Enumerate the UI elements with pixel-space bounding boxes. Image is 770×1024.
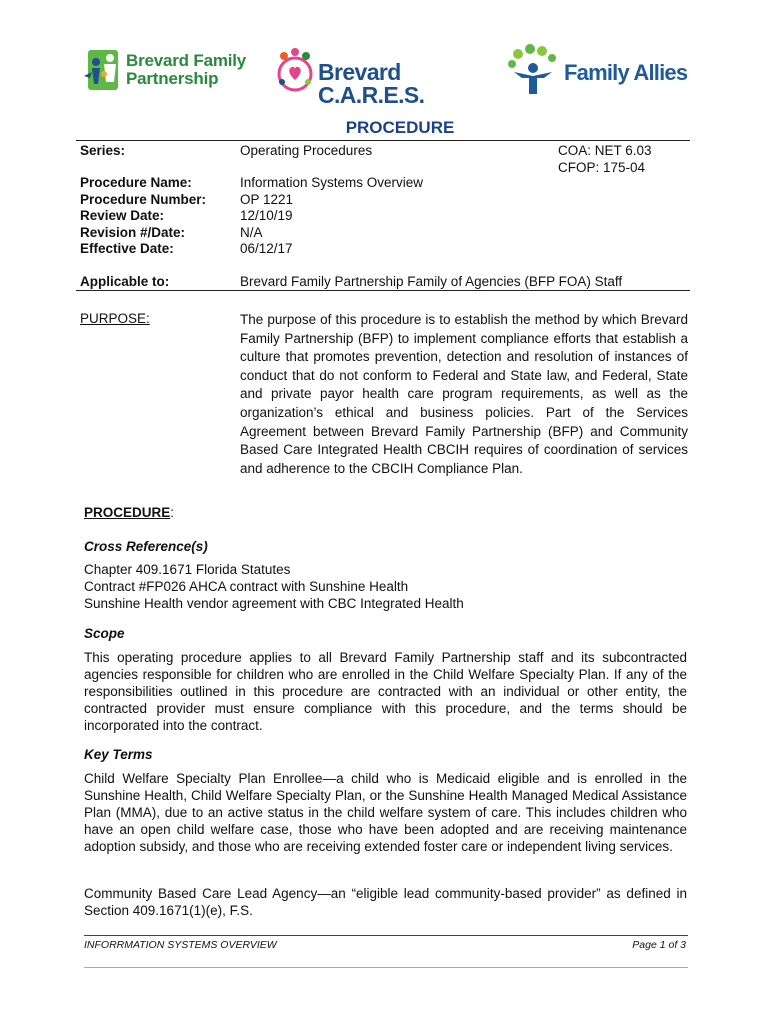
cross-reference-item: Sunshine Health vendor agreement with CBC Integrated Health [84,596,464,611]
bfp-line1: Brevard Family [126,51,247,70]
applicable-label: Applicable to: [80,274,170,289]
cares-heart-icon [274,46,316,98]
cross-reference-heading: Cross Reference(s) [84,539,208,554]
purpose-label: PURPOSE: [80,311,150,326]
cross-reference-list [84,561,687,612]
procedure-name-value: Information Systems Overview [240,175,424,190]
purpose-text: The purpose of this procedure is to establish the method by which Brevard Family Partnership (BFP) to implement compliance efforts that establish a culture that promotes prevention, detection and resolution of instances of conduct that do not conform to Federal and State law, and Federal, State and private payor health care program requirements, as well as the organization’s ethical and business policies. Part of the Services Agreement between Brevard Family Partnership (BFP) and Community Based Care Integrated Health CBCIH requires of coordination of services and adherence to the CBCIH Compliance Plan. [240,312,688,476]
revision-value: N/A [240,224,263,240]
footer-document-title: INFORRMATION SYSTEMS OVERVIEW [84,939,277,951]
revision-label: Revision #/Date: [80,224,186,240]
procedure-heading-text: PROCEDURE [84,505,171,520]
header-divider [76,140,690,141]
review-date-label: Review Date: [80,208,165,223]
procedure-name-label: Procedure Name: [80,175,192,190]
procedure-number-value: OP 1221 [240,191,294,207]
allies-logo-text: Family Allies [564,60,688,85]
cfop-value: CFOP: 175-04 [558,159,646,175]
applicable-value: Brevard Family Partnership Family of Agencies (BFP FOA) Staff [240,274,623,289]
bfp-logo [84,44,274,100]
series-label: Series: [80,143,126,158]
effective-date-label: Effective Date: [80,241,174,256]
footer-divider [84,935,688,936]
logo-bar [84,44,694,108]
key-terms-heading: Key Terms [84,747,153,762]
cares-logo-text: Brevard C.A.R.E.S. [318,59,425,108]
coa-value: COA: NET 6.03 [558,143,652,158]
scope-text: This operating procedure applies to all Brevard Family Partnership staff and its subcontracted agencies responsible for children who are enrolled in the Child Welfare Specialty Plan. If any of the responsibilities outlined in this procedure are contracted with an individual or other entity, the contracted provider must ensure compliance with this procedure, and the terms should be incorporated into the contract. [84,650,687,733]
procedure-heading [84,505,174,520]
bottom-divider [84,967,688,968]
procedure-number-label: Procedure Number: [80,191,207,207]
effective-date-value: 06/12/17 [240,241,293,256]
scope-heading: Scope [84,626,125,641]
applicable-divider [76,290,690,291]
key-terms-paragraph-1: Child Welfare Specialty Plan Enrollee—a child who is Medicaid eligible and is enrolled in the Sunshine Health, Child Welfare Specialty Plan, or the Sunshine Health Managed Medical Assistance Plan (MMA), due to an active status in the child welfare system of care. This includes children who have an open child welfare case, those who have been adopted and are receiving maintenance adoption subsidy, and those who are receiving extended foster care or independent living services. [84,771,687,854]
page-title: PROCEDURE [345,118,455,137]
procedure-heading-colon: : [170,505,175,520]
allies-logo [504,44,694,100]
bfp-family-icon [84,46,124,98]
footer-page-number: Page 1 of 3 [632,939,686,951]
allies-tree-icon [504,44,562,98]
cross-reference-item: Contract #FP026 AHCA contract with Sunshine Health [84,579,409,594]
bfp-line2: Partnership [126,69,219,88]
series-value: Operating Procedures [240,143,373,158]
bfp-logo-text [126,52,246,88]
cross-reference-item: Chapter 409.1671 Florida Statutes [84,562,291,577]
key-terms-paragraph-2: Community Based Care Lead Agency—an “eligible lead community-based provider” as defined in Section 409.1671(1)(e), F.S. [84,886,687,918]
cares-logo [274,44,504,108]
review-date-value: 12/10/19 [240,208,293,223]
